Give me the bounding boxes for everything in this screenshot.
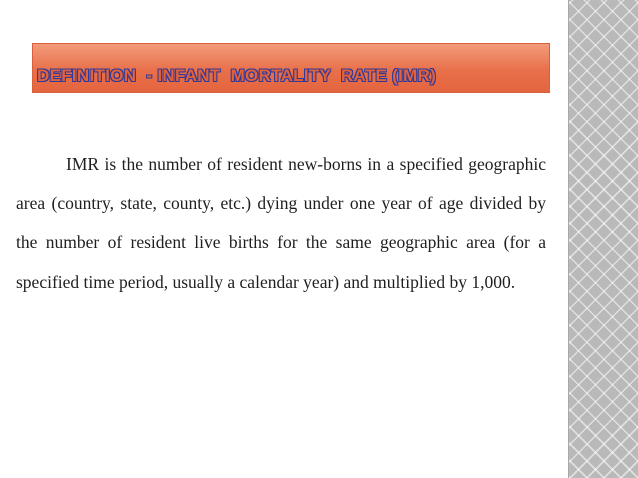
- definition-paragraph: IMR is the number of resident new-borns in a specified geographic area (country, state, county, etc.) dying under one year of age divided by the number of resident live births for the same geographic area (for a specified time period, usually a calendar year) and multiplied by 1,000.: [16, 154, 546, 292]
- title-bar: [32, 43, 550, 93]
- decorative-side-pattern: [568, 0, 638, 478]
- slide-title: DEFINITION - INFANT MORTALITY RATE (IMR): [37, 66, 437, 85]
